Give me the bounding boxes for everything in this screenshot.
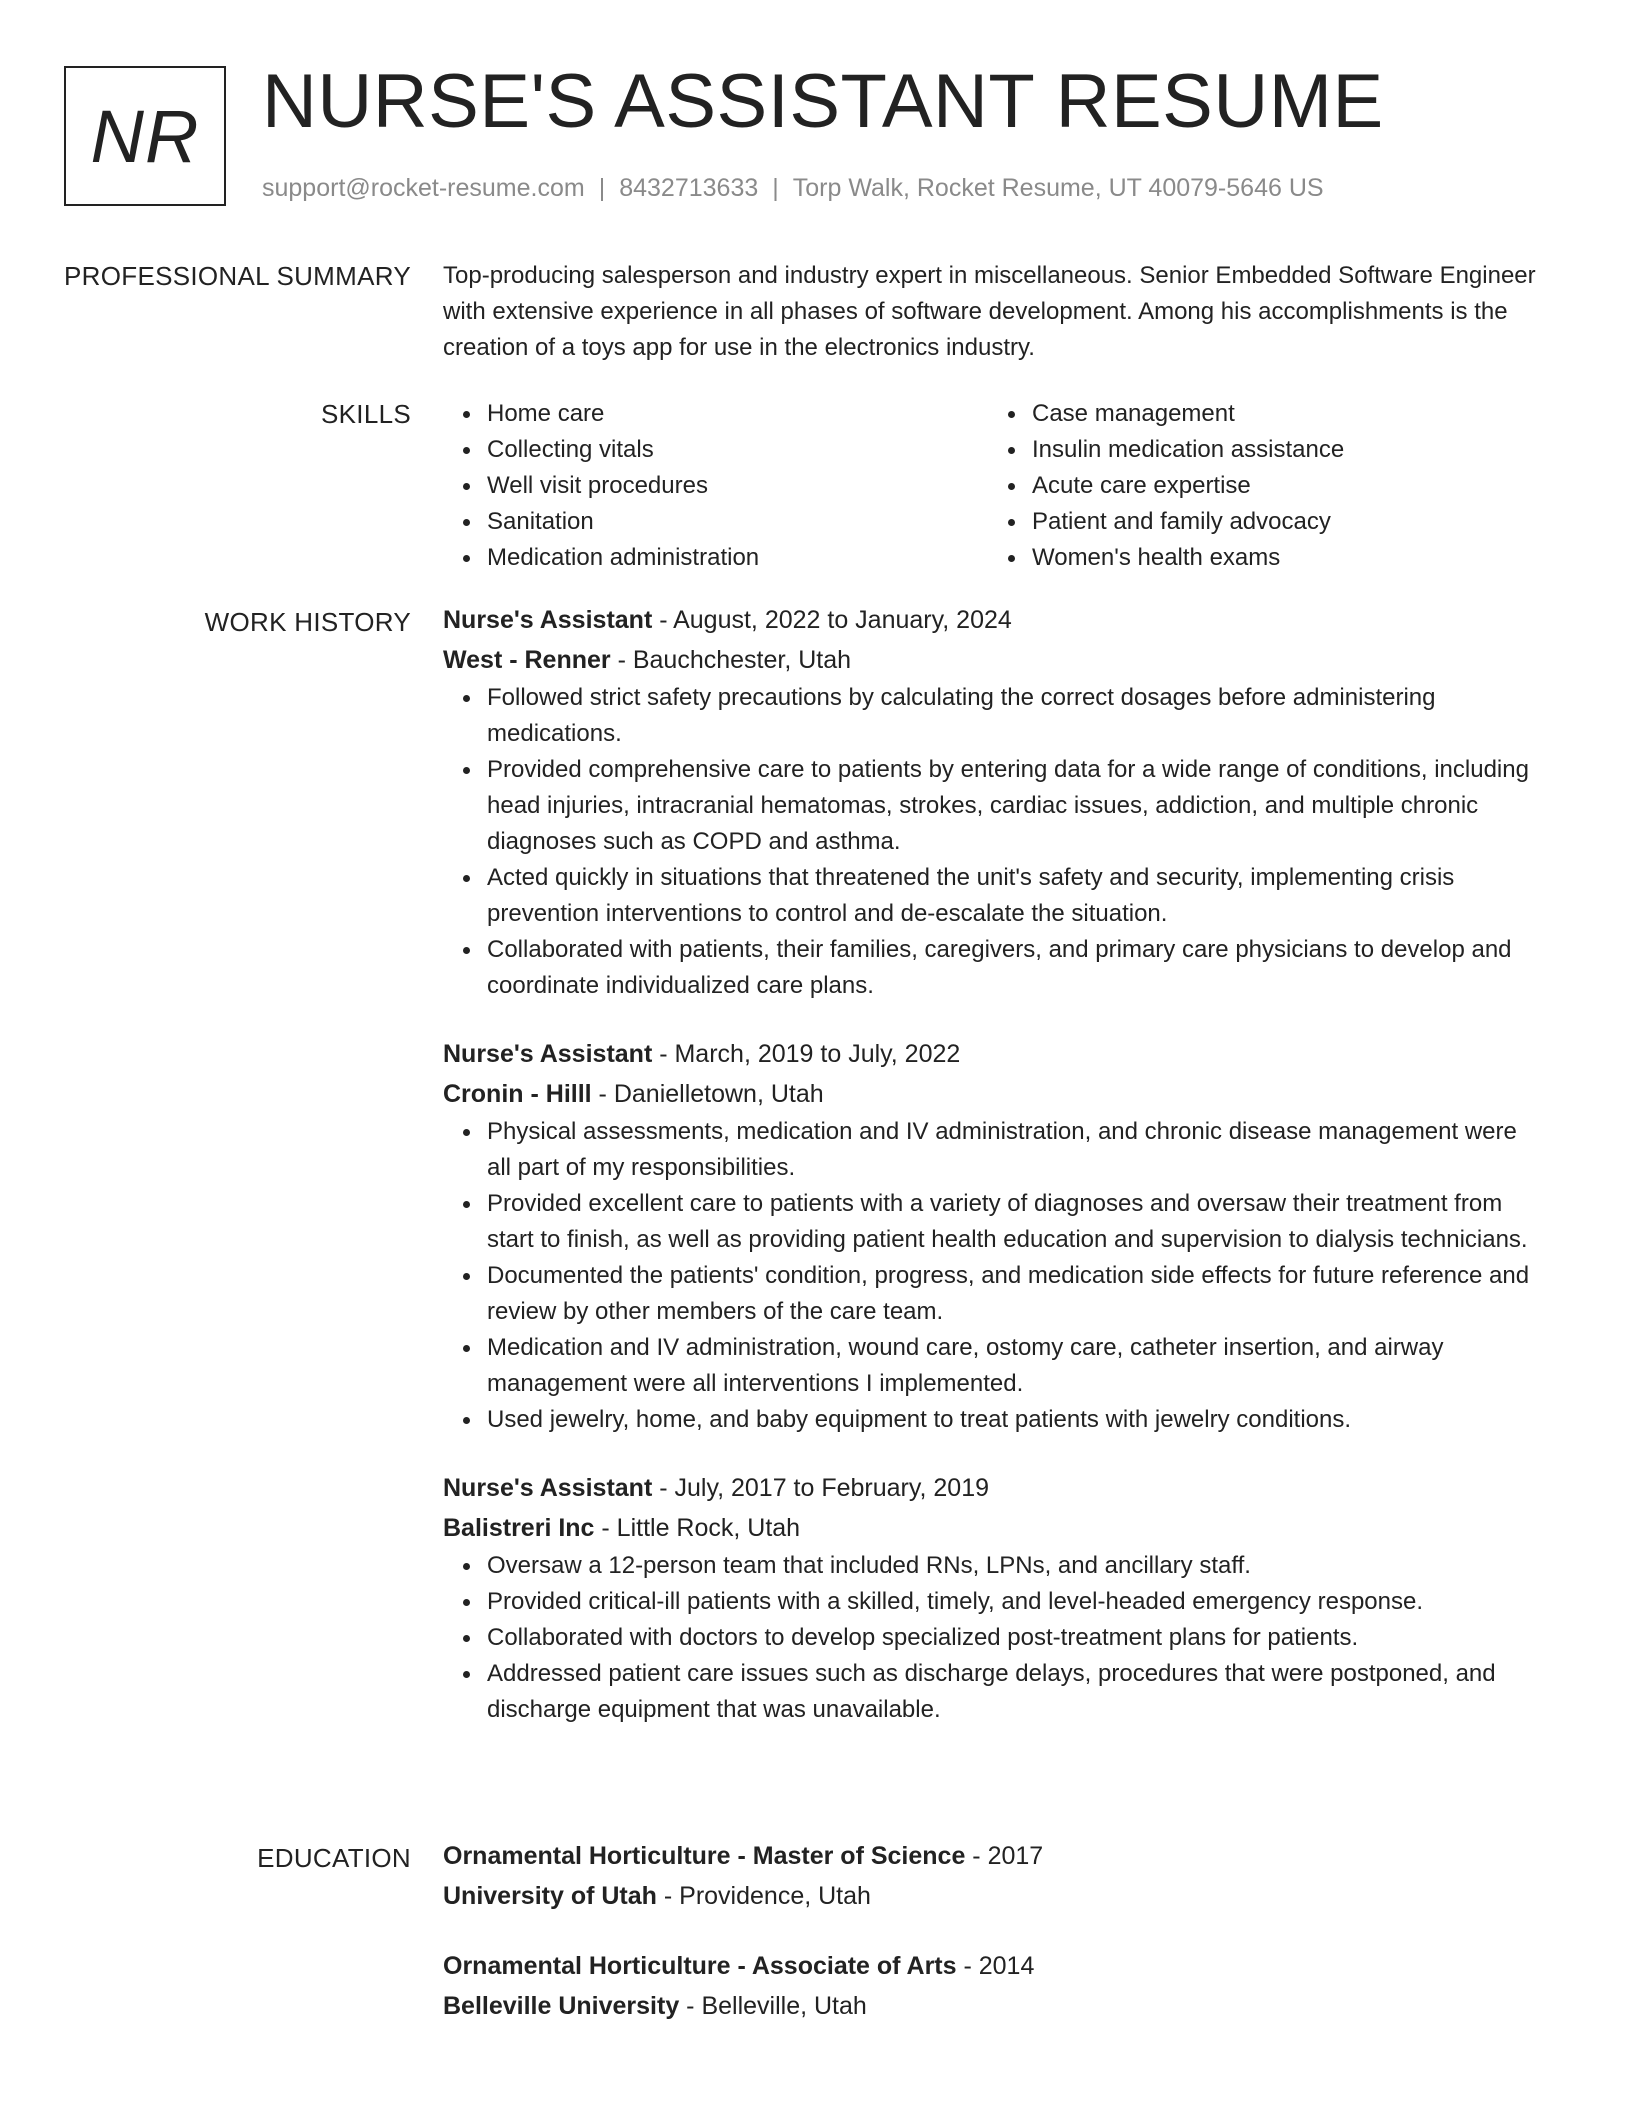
education-degree-line [443,1836,1543,1876]
job-employer: West - Renner [443,646,611,674]
job-duties-list [443,1548,1543,1728]
job-dates: - March, 2019 to July, 2022 [652,1040,961,1068]
skill-item: Acute care expertise [1032,468,1533,504]
education-entry [443,1836,1543,1916]
skills-list-right [988,396,1533,576]
job-employer-line [443,640,1543,680]
job-duties-list [443,680,1543,1004]
skill-item: Insulin medication assistance [1032,432,1533,468]
job-title-line [443,1468,1543,1508]
job-duty: Oversaw a 12-person team that included RNs, LPNs, and ancillary staff. [487,1548,1543,1584]
monogram-initials: NR [90,94,200,178]
job-title-line [443,1034,1543,1074]
education-school: University of Utah [443,1882,657,1910]
job-duty: Documented the patients' condition, progress, and medication side effects for future reference and review by other members of the care team. [487,1258,1543,1330]
job-title: Nurse's Assistant [443,606,653,634]
work-history-body [443,600,1543,1728]
job-duty: Physical assessments, medication and IV administration, and chronic disease management were all part of my responsibilities. [487,1114,1543,1186]
job-location: - Danielletown, Utah [591,1080,824,1108]
job-duty: Used jewelry, home, and baby equipment to treat patients with jewelry conditions. [487,1402,1543,1438]
education-degree-line [443,1946,1543,1986]
contact-line [262,174,1324,203]
contact-email[interactable]: support@rocket-resume.com [262,174,585,202]
skill-item: Case management [1032,396,1533,432]
section-label-skills: SKILLS [321,399,411,429]
skills-column-right [988,396,1533,576]
skills-body [443,396,1543,576]
job-duty: Medication and IV administration, wound care, ostomy care, catheter insertion, and airway management were all interventions I implemented. [487,1330,1543,1402]
job-duty: Collaborated with patients, their families, caregivers, and primary care physicians to develop and coordinate individualized care plans. [487,932,1543,1004]
education-body [443,1836,1543,2026]
education-location: - Belleville, Utah [679,1992,867,2020]
section-label-work-history: WORK HISTORY [204,607,411,637]
skills-list-left [443,396,988,576]
job-entry [443,600,1543,1004]
summary-body [443,258,1543,366]
education-school-line [443,1986,1543,2026]
job-duties-list [443,1114,1543,1438]
job-title: Nurse's Assistant [443,1474,653,1502]
skill-item: Well visit procedures [487,468,988,504]
skills-column-left [443,396,988,576]
job-employer-line [443,1074,1543,1114]
job-employer-line [443,1508,1543,1548]
skills-columns [443,396,1543,576]
job-dates: - August, 2022 to January, 2024 [652,606,1012,634]
skill-item: Home care [487,396,988,432]
summary-text: Top-producing salesperson and industry expert in miscellaneous. Senior Embedded Software Engineer with extensive experience in all phases of software development. Among his accomplishments is the creation of a toys app for use in the electronics industry. [443,262,1536,361]
skill-item: Sanitation [487,504,988,540]
job-duty: Provided excellent care to patients with a variety of diagnoses and oversaw their treatment from start to finish, as well as providing patient health education and supervision to dialysis technicians. [487,1186,1543,1258]
education-year: - 2017 [965,1842,1044,1870]
contact-phone[interactable]: 8432713633 [619,174,759,202]
contact-address: Torp Walk, Rocket Resume, UT 40079-5646 US [792,174,1324,202]
job-duty: Provided comprehensive care to patients by entering data for a wide range of conditions, including head injuries, intracranial hematomas, strokes, cardiac issues, addiction, and multiple chronic diagnoses such as COPD and asthma. [487,752,1543,860]
skill-item: Collecting vitals [487,432,988,468]
monogram-box [64,66,226,206]
section-label-education: EDUCATION [257,1843,411,1873]
education-year: - 2014 [956,1952,1035,1980]
job-dates: - July, 2017 to February, 2019 [652,1474,990,1502]
job-duty: Acted quickly in situations that threatened the unit's safety and security, implementing crisis prevention interventions to control and de-escalate the situation. [487,860,1543,932]
job-employer: Cronin - Hilll [443,1080,592,1108]
job-title: Nurse's Assistant [443,1040,653,1068]
section-label-summary: PROFESSIONAL SUMMARY [64,261,411,291]
skill-item: Medication administration [487,540,988,576]
education-school: Belleville University [443,1992,680,2020]
job-title-line [443,600,1543,640]
job-duty: Addressed patient care issues such as discharge delays, procedures that were postponed, and discharge equipment that was unavailable. [487,1656,1543,1728]
education-school-line [443,1876,1543,1916]
contact-separator: | [772,174,779,202]
education-entry [443,1946,1543,2026]
job-duty: Followed strict safety precautions by calculating the correct dosages before administering medications. [487,680,1543,752]
job-employer: Balistreri Inc [443,1514,595,1542]
skill-item: Patient and family advocacy [1032,504,1533,540]
education-degree: Ornamental Horticulture - Associate of Arts [443,1952,957,1980]
education-degree: Ornamental Horticulture - Master of Science [443,1842,966,1870]
job-location: - Bauchchester, Utah [610,646,852,674]
job-duty: Collaborated with doctors to develop specialized post-treatment plans for patients. [487,1620,1543,1656]
job-location: - Little Rock, Utah [594,1514,801,1542]
job-entry [443,1468,1543,1728]
job-entry [443,1034,1543,1438]
job-duty: Provided critical-ill patients with a skilled, timely, and level-headed emergency response. [487,1584,1543,1620]
resume-title: NURSE'S ASSISTANT RESUME [262,59,1384,144]
education-location: - Providence, Utah [656,1882,871,1910]
contact-separator: | [598,174,606,202]
skill-item: Women's health exams [1032,540,1533,576]
